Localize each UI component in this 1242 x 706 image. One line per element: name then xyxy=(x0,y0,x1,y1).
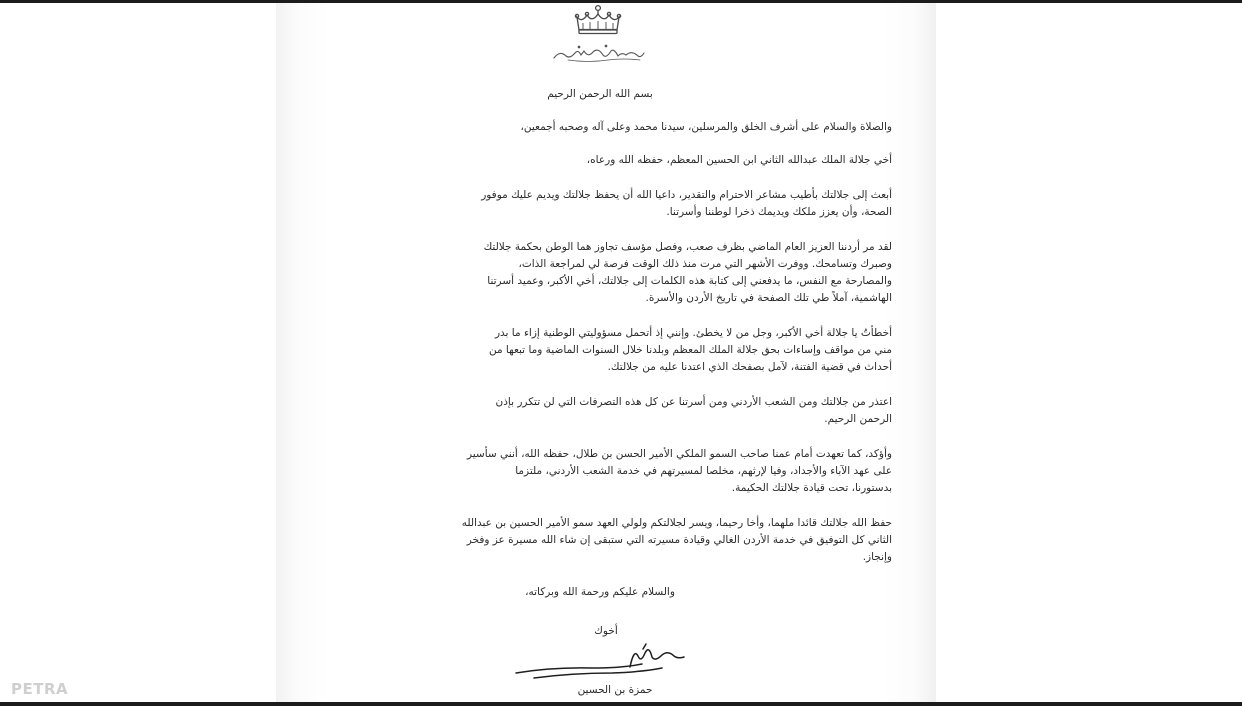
crown-icon xyxy=(573,3,623,35)
royal-calligraphy-mark xyxy=(548,42,648,64)
paragraph-line: الثاني كل التوفيق في خدمة الأردن الغالي وقيادة مسيرته التي ستبقى إن شاء الله مسيرة عز وفخر xyxy=(466,534,892,546)
paragraph-line: الصحة، وأن يعزز ملكك ويديمك ذخرا لوطننا وأسرتنا. xyxy=(666,206,892,218)
handwritten-signature xyxy=(512,640,692,686)
paragraph-line: وأؤكد، كما تعهدت أمام عمنا صاحب السمو الملكي الأمير الحسن بن طلال، حفظه الله، أنني سأسير xyxy=(466,448,892,460)
paragraph-greeting xyxy=(308,187,892,221)
paragraph-reflection xyxy=(308,239,892,307)
bottom-frame-bar xyxy=(0,702,1242,706)
paragraph-public-apology xyxy=(308,394,892,428)
signer-name: حمزة بن الحسين xyxy=(577,684,653,696)
paragraph-line: بدستورنا، تحت قيادة جلالتك الحكيمة. xyxy=(731,482,892,494)
paragraph-apology xyxy=(308,325,892,376)
sign-off: أخوك xyxy=(594,625,618,637)
paragraph-line: وإنجاز. xyxy=(862,551,892,563)
paragraph-line: الهاشمية، آملاً طي تلك الصفحة في تاريخ الأردن والأسرة. xyxy=(645,292,892,304)
paragraph-line: أحداث في قضية الفتنة، لآمل بصفحك الذي اعتدنا عليه من جلالتك. xyxy=(607,361,892,373)
paragraph-line: أخطأتُ يا جلالة أخي الأكبر، وجل من لا يخطئ. وإنني إذ أتحمل مسؤوليتي الوطنية إزاء ما بدر xyxy=(494,327,892,339)
paragraph-prayer xyxy=(308,515,892,566)
letter-body xyxy=(308,86,892,615)
opening-salutation: والصلاة والسلام على أشرف الخلق والمرسلين، سيدنا محمد وعلى آله وصحبه أجمعين، xyxy=(520,121,892,133)
paragraph-line: اعتذر من جلالتك ومن الشعب الأردني ومن أسرتنا عن كل هذه التصرفات التي لن تتكرر بإذن xyxy=(495,396,892,408)
paragraph-line: الرحمن الرحيم. xyxy=(824,413,892,425)
paragraph-pledge xyxy=(308,446,892,497)
basmala: بسم الله الرحمن الرحيم xyxy=(547,88,653,100)
paragraph-line: مني من مواقف وإساءات بحق جلالة الملك المعظم وبلدنا خلال السنوات الماضية وما تبعها من xyxy=(488,344,892,356)
closing-greeting: والسلام عليكم ورحمة الله وبركاته، xyxy=(525,586,675,598)
paragraph-line: والمصارحة مع النفس، ما يدفعني إلى كتابة هذه الكلمات إلى جلالتك، أخي الأكبر، وعميد أسرتنا xyxy=(487,275,892,287)
paragraph-line: على عهد الآباء والأجداد، وفيا لإرثهم، مخلصا لمسيرتهم في خدمة الشعب الأردني، ملتزما xyxy=(515,465,892,477)
paragraph-line: أبعث إلى جلالتك بأطيب مشاعر الاحترام والتقدير، داعيا الله أن يحفظ جلالتك ويديم عليك موفور xyxy=(481,189,892,201)
paragraph-line: وصبرك وتسامحك. ووفرت الأشهر التي مرت منذ ذلك الوقت فرصة لي لمراجعة الذات، xyxy=(518,258,892,270)
watermark: PETRA xyxy=(11,680,69,698)
addressee-line: أخي جلالة الملك عبدالله الثاني ابن الحسين المعظم، حفظه الله ورعاه، xyxy=(586,154,892,166)
paragraph-line: لقد مر أردننا العزيز العام الماضي بظرف صعب، وفصل مؤسف تجاوز هما الوطن بحكمة جلالتك xyxy=(483,241,892,253)
paragraph-line: حفظ الله جلالتك قائدا ملهما، وأخا رحيما، ويسر لجلالتكم ولولي العهد سمو الأمير الحسين بن عبدالله xyxy=(461,517,892,529)
